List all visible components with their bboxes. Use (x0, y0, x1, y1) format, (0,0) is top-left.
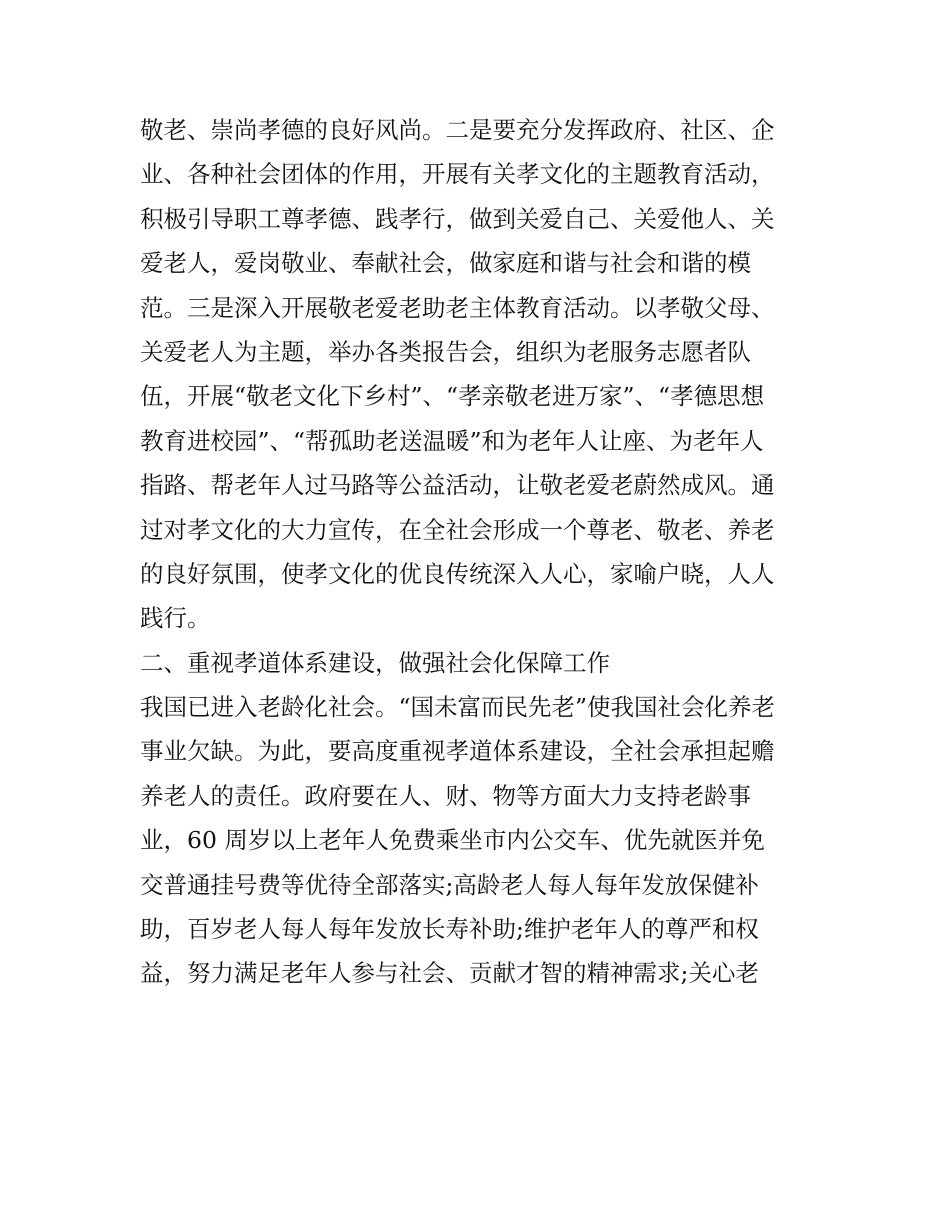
text-line: 过对孝文化的大力宣传，在全社会形成一个尊老、敬老、养老 (140, 515, 775, 544)
text-line: 践行。 (140, 604, 211, 633)
text-line: 伍，开展“敬老文化下乡村”、“孝亲敬老进万家”、“孝德思想 (140, 382, 765, 411)
section-heading: 二、重视孝道体系建设，做强社会化保障工作 (140, 648, 610, 677)
text-line: 益，努力满足老年人参与社会、贡献才智的精神需求;关心老 (140, 959, 759, 988)
text-line: 敬老、崇尚孝德的良好风尚。二是要充分发挥政府、社区、企 (140, 116, 775, 144)
text-line: 我国已进入老龄化社会。“国未富而民先老”使我国社会化养老 (140, 693, 776, 722)
body-text (140, 108, 820, 996)
text-line: 爱老人，爱岗敬业、奉献社会，做家庭和谐与社会和谐的模 (140, 249, 751, 278)
text-line: 交普通挂号费等优待全部落实;高龄老人每人每年发放保健补 (140, 870, 759, 899)
text-line: 范。三是深入开展敬老爱老助老主体教育活动。以孝敬父母、 (140, 293, 775, 322)
text-line: 教育进校园”、“帮孤助老送温暖”和为老年人让座、为老年人 (140, 426, 764, 455)
text-line: 事业欠缺。为此，要高度重视孝道体系建设，全社会承担起赡 (140, 737, 775, 766)
text-line: 关爱老人为主题，举办各类报告会，组织为老服务志愿者队 (140, 337, 751, 366)
text-line: 助，百岁老人每人每年发放长寿补助;维护老年人的尊严和权 (140, 915, 759, 944)
text-line: 业、各种社会团体的作用，开展有关孝文化的主题教育活动， (140, 160, 775, 189)
text-line: 业，60 周岁以上老年人免费乘坐市内公交车、优先就医并免 (140, 826, 765, 855)
text-line: 积极引导职工尊孝德、践孝行，做到关爱自己、关爱他人、关 (140, 204, 775, 233)
text-line: 指路、帮老年人过马路等公益活动，让敬老爱老蔚然成风。通 (140, 471, 775, 500)
text-line: 的良好氛围，使孝文化的优良传统深入人心，家喻户晓，人人 (140, 559, 775, 588)
text-line: 养老人的责任。政府要在人、财、物等方面大力支持老龄事 (140, 781, 751, 810)
